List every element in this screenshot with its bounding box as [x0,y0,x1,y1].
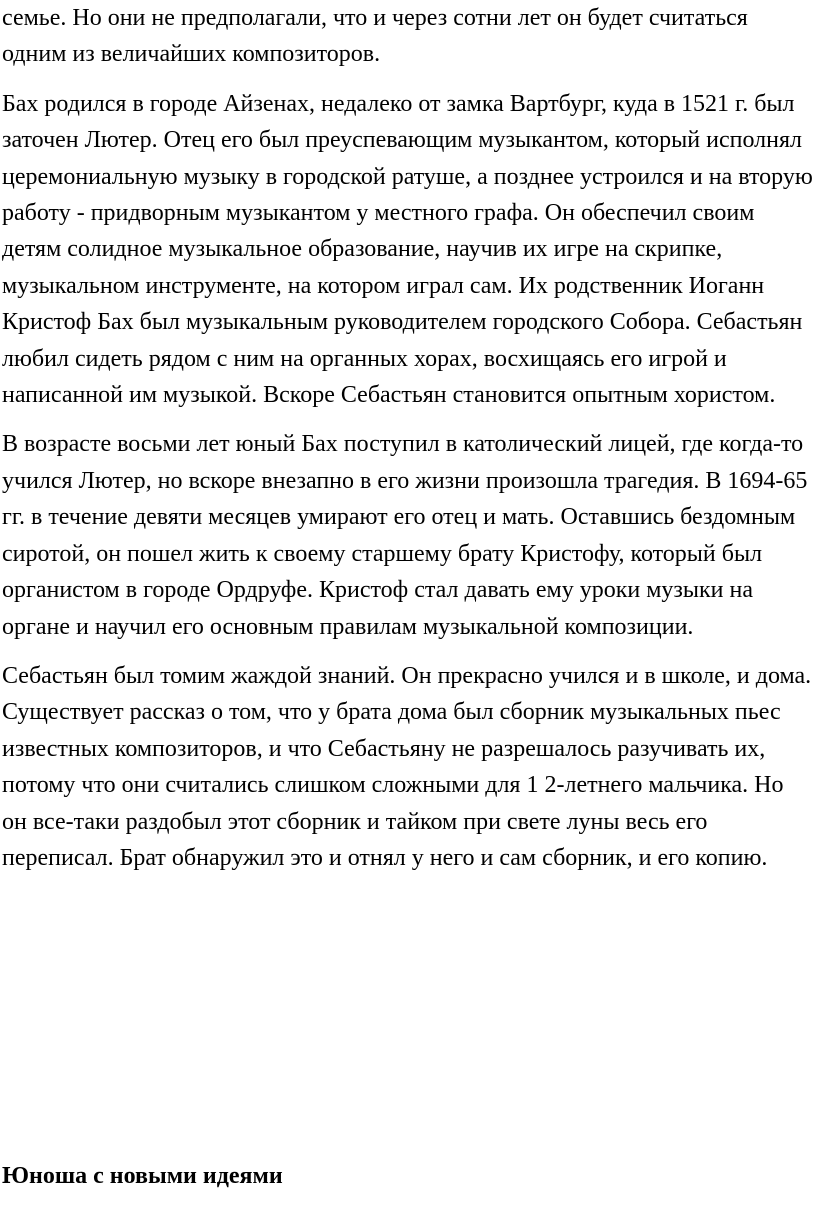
paragraph-knowledge: Себастьян был томим жаждой знаний. Он прекрасно учился и в школе, и дома. Существует рассказ о том, что у брата дома был сборник музыкальных пьес известных композиторов, и что Себастьяну не разрешалось разучивать их, потому что они считались слишком сложными для 1 2-летнего мальчика. Но он все-таки раздобыл этот сборник и тайком при свете луны весь его переписал. Брат обнаружил это и отнял у него и сам сборник, и его копию. [2,662,812,871]
section-heading: Юноша с новыми идеями [2,1163,283,1189]
paragraph-birth: Бах родился в городе Айзенах, недалеко от замка Вартбург, куда в 1521 г. был заточен Лютер. Отец его был преуспевающим музыкантом, который исполнял церемониальную музыку в городской ратуше, а позднее устроился и на вторую работу - придворным музыкантом у местного графа. Он обеспечил своим детям солидное музыкальное образование, научив их игре на скрипке, музыкальном инструменте, на котором играл сам. Их родственник Иоганн Кристоф Бах был музыкальным руководителем городского Собора. Себастьян любил сидеть рядом с ним на органных хорах, восхищаясь его игрой и написанной им музыкой. Вскоре Себастьян становится опытным хористом. [2,90,813,409]
paragraph-lyceum: В возрасте восьми лет юный Бах поступил в католический лицей, где когда-то учился Лютер, но вскоре внезапно в его жизни произошла трагедия. В 1694-65 гг. в течение девяти месяцев умирают его отец и мать. Оставшись бездомным сиротой, он пошел жить к своему старшему брату Кристофу, который был органистом в городе Ордруфе. Кристоф стал давать ему уроки музыки на органе и научил его основным правилам музыкальной композиции. [2,431,808,640]
paragraph-intro-fragment: семье. Но они не предполагали, что и через сотни лет он будет считаться одним из величайших композиторов. [2,5,748,68]
